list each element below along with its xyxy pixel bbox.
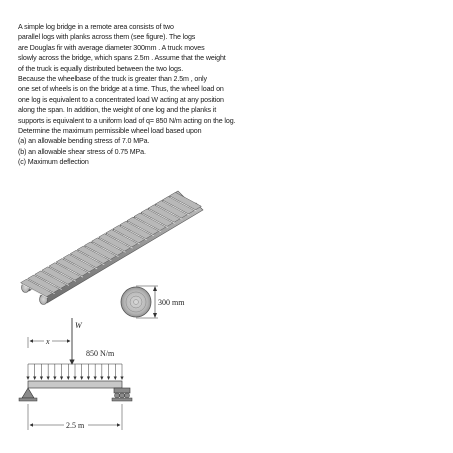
beam — [28, 381, 122, 388]
problem-line: one set of wheels is on the bridge at a time. Thus, the wheel load on — [18, 85, 224, 94]
uniform-load-arrowhead — [40, 377, 43, 381]
uniform-load-arrows — [26, 364, 123, 380]
uniform-load-arrowhead — [120, 377, 123, 381]
problem-line: A simple log bridge in a remote area consists of two — [18, 23, 174, 31]
problem-line: Determine the maximum permissible wheel load based upon — [18, 127, 202, 136]
uniform-load-arrowhead — [67, 377, 70, 381]
uniform-load-arrowhead — [114, 377, 117, 381]
diameter-label: 300 mm — [158, 298, 185, 307]
problem-line: (b) an allowable shear stress of 0.75 MPa. — [18, 147, 146, 156]
uniform-load-arrowhead — [60, 377, 63, 381]
problem-line: are Douglas fir with average diameter 300mm . A truck moves — [18, 43, 205, 52]
problem-line: Because the wheelbase of the truck is greater than 2.5m , only — [18, 75, 207, 84]
problem-line: one log is equivalent to a concentrated load W acting at any position — [18, 95, 224, 104]
roller-wheel — [115, 393, 120, 398]
pin-support-base — [19, 398, 37, 401]
pin-support — [22, 388, 34, 398]
problem-line: parallel logs with planks across them (see figure). The logs — [18, 33, 196, 42]
problem-line: supports is equivalent to a uniform load of q= 850 N/m acting on the log. — [18, 116, 236, 125]
uniform-load-arrowhead — [107, 377, 110, 381]
uniform-load-arrowhead — [100, 377, 103, 381]
uniform-load-arrowhead — [73, 377, 76, 381]
uniform-load-arrowhead — [33, 377, 36, 381]
problem-line: slowly across the bridge, which spans 2.5m . Assume that the weight — [18, 54, 226, 63]
roller-support-block — [114, 388, 130, 393]
uniform-load-arrowhead — [94, 377, 97, 381]
uniform-load-arrowhead — [80, 377, 83, 381]
span-label: 2.5 m — [66, 421, 85, 430]
problem-line: along the span. In addition, the weight of one log and the planks it — [18, 106, 217, 115]
roller-wheel — [125, 393, 130, 398]
problem-line: (a) an allowable bending stress of 7.0 MPa. — [18, 137, 150, 146]
uniform-load-arrowhead — [53, 377, 56, 381]
roller-wheel — [120, 393, 125, 398]
position-label: x — [46, 337, 50, 346]
beam-diagram — [19, 318, 132, 430]
uniform-load-arrowhead — [47, 377, 50, 381]
uniform-load-arrowhead — [87, 377, 90, 381]
log-section-circle — [121, 287, 151, 317]
log-bridge-illustration — [21, 191, 203, 305]
log-cross-section — [121, 286, 185, 318]
distributed-load-label: 850 N/m — [86, 349, 115, 358]
problem-line: (c) Maximum deflection — [18, 158, 89, 167]
uniform-load-arrowhead — [26, 377, 29, 381]
problem-line: of the truck is equally distributed between the two logs. — [18, 64, 184, 73]
load-label: W — [75, 321, 82, 330]
dim-arrow-down — [153, 313, 157, 318]
dim-arrow-up — [153, 286, 157, 291]
roller-support-base — [112, 398, 132, 401]
planks-group — [21, 192, 202, 298]
